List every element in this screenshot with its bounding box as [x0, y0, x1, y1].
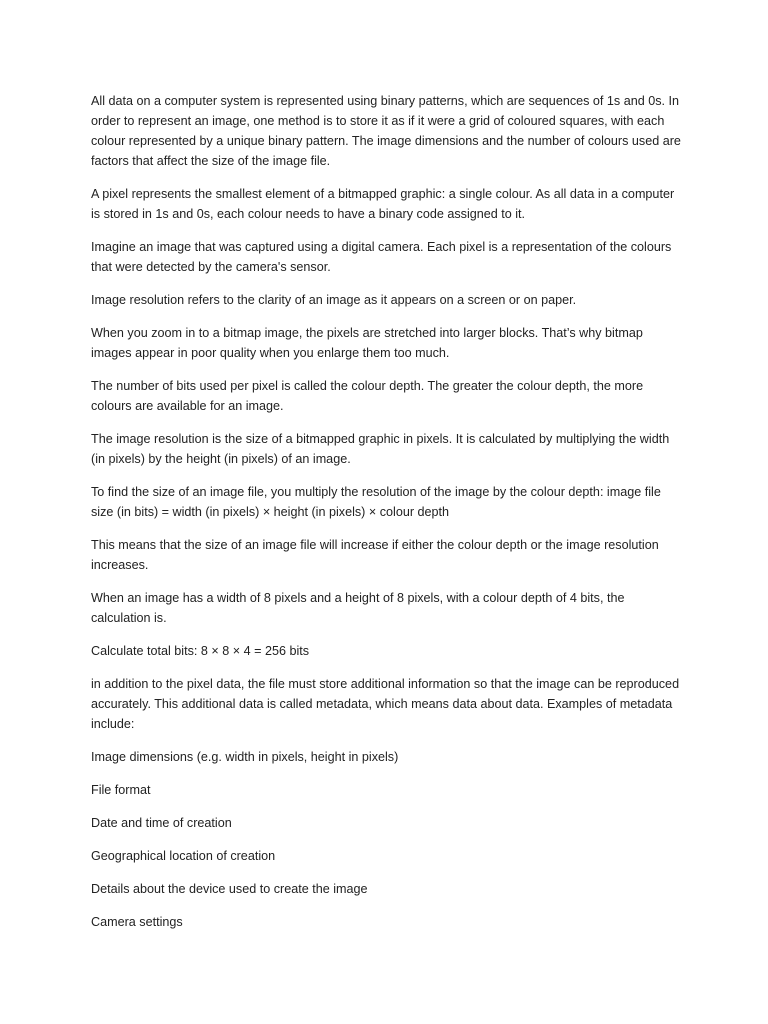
metadata-item-location: Geographical location of creation: [91, 849, 276, 863]
paragraph-digital-camera: Imagine an image that was captured using a digital camera. Each pixel is a representation of the colours that were detected by the camera's sensor.: [91, 240, 672, 274]
paragraph-resolution-calculation: The image resolution is the size of a bitmapped graphic in pixels. It is calculated by multiplying the width (in pixels) by the height (in pixels) of an image.: [91, 432, 670, 466]
paragraph-file-size-formula: To find the size of an image file, you multiply the resolution of the image by the colour depth: image file size (in bits) = width (in pixels) × height (in pixels) × colour depth: [91, 485, 661, 519]
paragraph-zoom-bitmap: When you zoom in to a bitmap image, the pixels are stretched into larger blocks. That’s why bitmap images appear in poor quality when you enlarge them too much.: [91, 326, 643, 360]
paragraph-image-resolution: Image resolution refers to the clarity of an image as it appears on a screen or on paper.: [91, 293, 577, 307]
document-body: [91, 91, 683, 945]
paragraph-binary-patterns: All data on a computer system is represented using binary patterns, which are sequences of 1s and 0s. In order to represent an image, one method is to store it as if it were a grid of coloured squares, with each colour represented by a unique binary pattern. The image dimensions and the number of colours used are factors that affect the size of the image file.: [91, 94, 681, 168]
metadata-item-file-format: File format: [91, 783, 151, 797]
paragraph-size-increase: This means that the size of an image file will increase if either the colour depth or the image resolution increases.: [91, 538, 659, 572]
metadata-item-date-time: Date and time of creation: [91, 816, 232, 830]
metadata-item-camera-settings: Camera settings: [91, 915, 183, 929]
metadata-item-dimensions: Image dimensions (e.g. width in pixels, height in pixels): [91, 750, 399, 764]
paragraph-metadata-intro: in addition to the pixel data, the file must store additional information so that the image can be reproduced accurately. This additional data is called metadata, which means data about data. Examples of metadata include:: [91, 677, 680, 731]
paragraph-example-setup: When an image has a width of 8 pixels and a height of 8 pixels, with a colour depth of 4 bits, the calculation is.: [91, 591, 625, 625]
paragraph-total-bits: Calculate total bits: 8 × 8 × 4 = 256 bits: [91, 644, 310, 658]
paragraph-pixel-definition: A pixel represents the smallest element of a bitmapped graphic: a single colour. As all data in a computer is stored in 1s and 0s, each colour needs to have a binary code assigned to it.: [91, 187, 675, 221]
metadata-item-device: Details about the device used to create the image: [91, 882, 368, 896]
paragraph-colour-depth: The number of bits used per pixel is called the colour depth. The greater the colour depth, the more colours are available for an image.: [91, 379, 644, 413]
